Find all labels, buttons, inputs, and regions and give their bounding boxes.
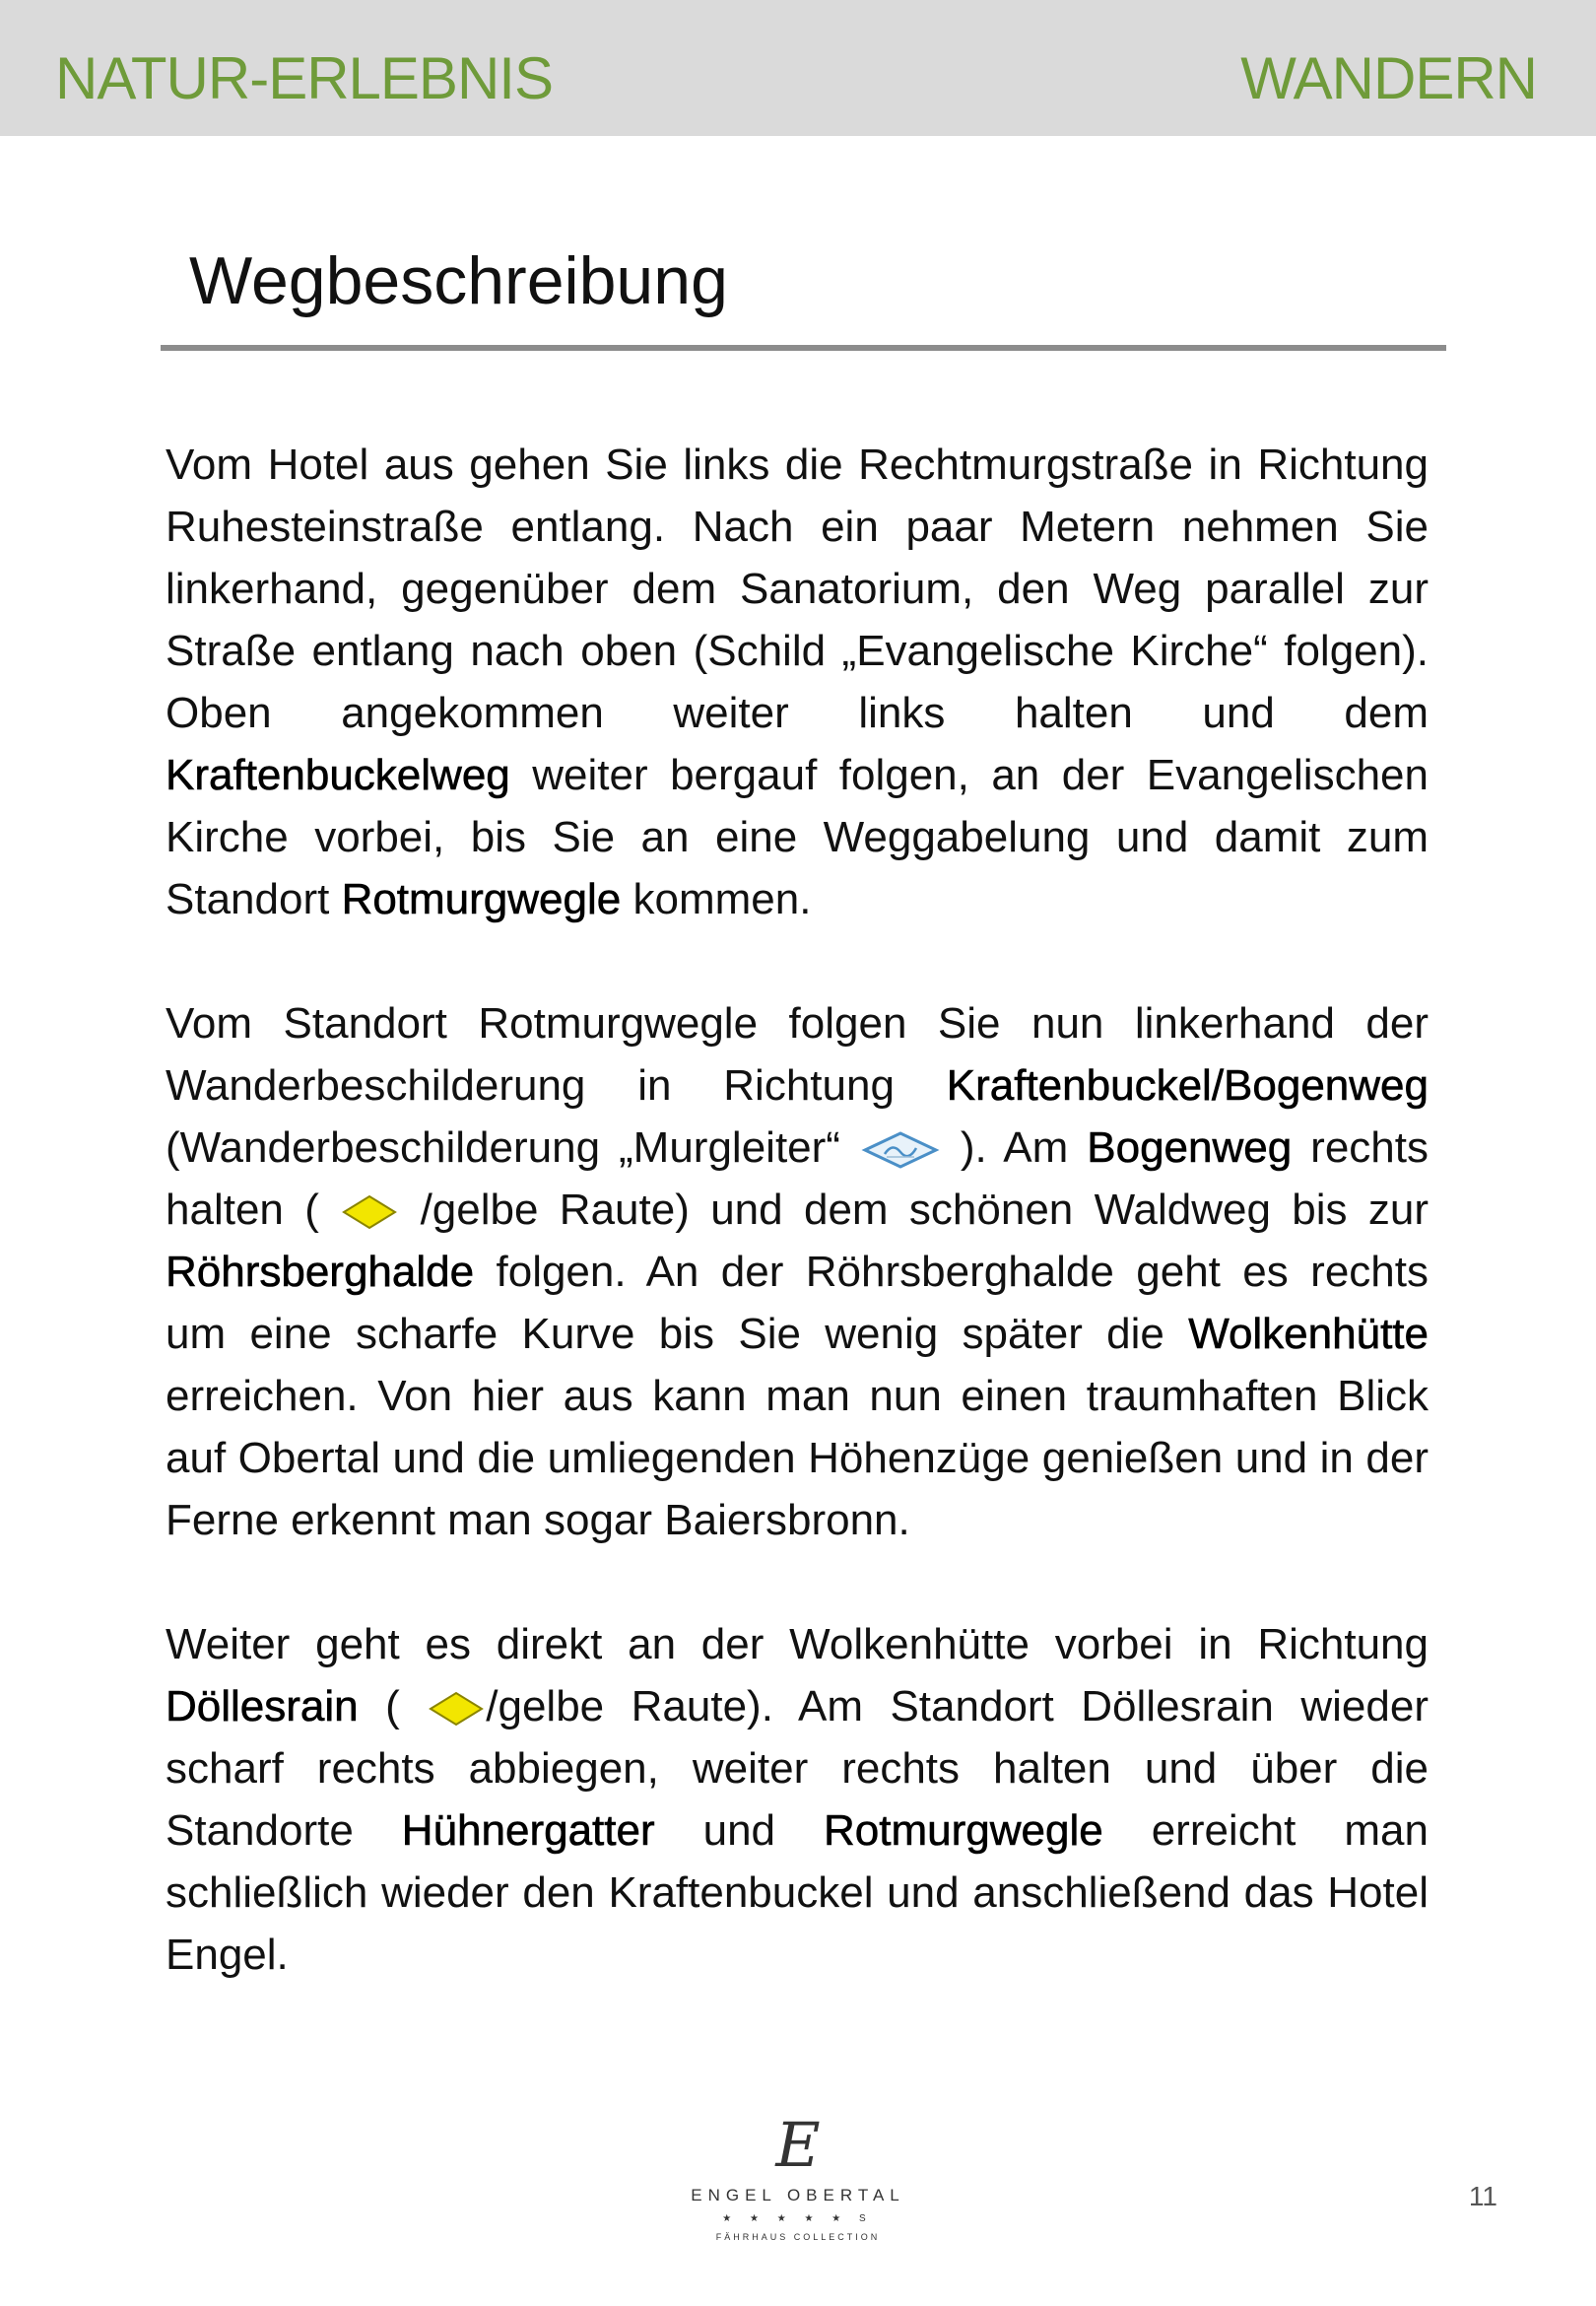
place-name: Bogenweg: [1087, 1123, 1293, 1172]
logo-brand-name: ENGEL OBERTAL: [691, 2186, 905, 2204]
page-number: 11: [1468, 2181, 1497, 2211]
route-description: [166, 434, 1429, 2048]
paragraph-2: [166, 992, 1429, 1551]
yellow-diamond-trail-marker-icon: [340, 1193, 399, 1231]
logo-stars: ★ ★ ★ ★ ★ S: [722, 2213, 874, 2224]
text-run: /gelbe Raute). Am Standort Döllesrain wieder scharf rechts abbiegen, weiter rechts halten und über die Standorte: [166, 1682, 1430, 1855]
place-name: Rotmurgwegle: [341, 875, 622, 923]
text-run: weiter bergauf folgen, an der Evangelischen Kirche vorbei, bis Sie an eine Weggabelung und damit zum Standort: [166, 751, 1429, 923]
place-name: Rotmurgwegle: [824, 1806, 1103, 1855]
page-title: Wegbeschreibung: [189, 243, 728, 318]
text-run: kommen.: [621, 875, 812, 923]
text-run: Vom Standort Rotmurgwegle folgen Sie nun linkerhand der Wanderbeschilderung in Richtung: [166, 999, 1429, 1110]
header-topic-label: WANDERN: [1240, 45, 1537, 111]
text-run: erreicht man schließlich wieder den Kraftenbuckel und anschließend das Hotel Engel.: [166, 1806, 1429, 1979]
place-name: Kraftenbuckelweg: [166, 751, 510, 799]
text-run: (Wanderbeschilderung „Murgleiter“: [166, 1123, 859, 1172]
engel-e-monogram-icon: [650, 2109, 946, 2178]
murgleiter-trail-sign-icon: [859, 1130, 942, 1170]
place-name: Döllesrain: [166, 1682, 359, 1730]
place-name: Wolkenhütte: [1188, 1310, 1429, 1358]
text-run: ). Am: [941, 1123, 1088, 1172]
header-section-label: NATUR-ERLEBNIS: [55, 45, 553, 111]
text-run: (: [358, 1682, 428, 1730]
hotel-logo: [650, 2109, 946, 2257]
text-run: rechts halten (: [166, 1123, 1430, 1234]
text-run: /gelbe Raute) und dem schönen Waldweg bis zur: [399, 1186, 1429, 1234]
logo-collection: FÄHRHAUS COLLECTION: [715, 2232, 881, 2242]
text-run: folgen. An der Röhrsberghalde geht es rechts um eine scharfe Kurve bis Sie wenig später die: [166, 1248, 1429, 1358]
page-header: [0, 0, 1596, 136]
title-divider: [161, 345, 1446, 351]
text-run: erreichen. Von hier aus kann man nun einen traumhaften Blick auf Obertal und die umliegenden Höhenzüge genießen und in der Ferne erkennt man sogar Baiersbronn.: [166, 1372, 1429, 1544]
place-name: Kraftenbuckel/Bogenweg: [946, 1061, 1429, 1110]
place-name: Hühnergatter: [401, 1806, 655, 1855]
text-run: Weiter geht es direkt an der Wolkenhütte vorbei in Richtung: [166, 1620, 1429, 1668]
yellow-diamond-trail-marker-icon: [427, 1690, 486, 1728]
logo-monogram: E: [775, 2109, 821, 2178]
text-run: und: [654, 1806, 825, 1855]
place-name: Röhrsberghalde: [166, 1248, 475, 1296]
text-run: Vom Hotel aus gehen Sie links die Rechtmurgstraße in Richtung Ruhesteinstraße entlang. Nach ein paar Metern nehmen Sie linkerhand, gegenüber dem Sanatorium, den Weg parallel zur Straße entlang nach oben (Schild „Evangelische Kirche“ folgen). Oben angekommen weiter links halten und dem: [166, 441, 1429, 737]
paragraph-3: [166, 1613, 1429, 1986]
paragraph-1: [166, 434, 1429, 930]
